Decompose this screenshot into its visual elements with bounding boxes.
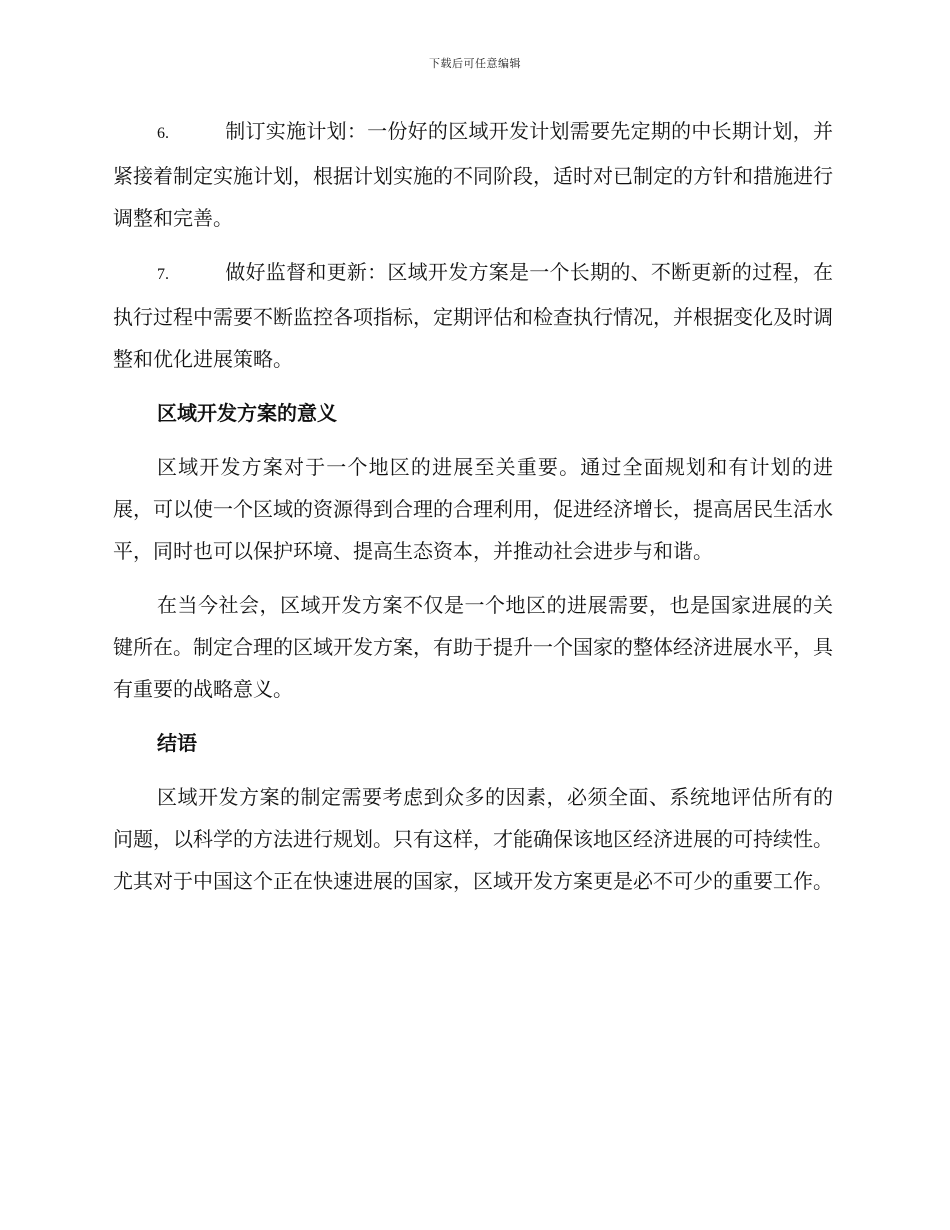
- paragraph: 区域开发方案的制定需要考虑到众多的因素，必须全面、系统地评估所有的问题，以科学的方法进行规划。只有这样，才能确保该地区经济进展的可持续性。尤其对于中国这个正在快速进展的国家，区域开发方案更是必不可少的重要工作。: [113, 785, 833, 893]
- list-item-6: [113, 110, 833, 239]
- section-heading-conclusion: 结语: [157, 731, 197, 755]
- paragraph: 在当今社会，区域开发方案不仅是一个地区的进展需要，也是国家进展的关键所在。制定合理的区域开发方案，有助于提升一个国家的整体经济进展水平，具有重要的战略意义。: [113, 593, 833, 701]
- list-number: 6.: [157, 125, 169, 142]
- section-heading-significance: 区域开发方案的意义: [157, 401, 337, 425]
- list-item-text: 做好监督和更新：区域开发方案是一个长期的、不断更新的过程，在执行过程中需要不断监控各项指标，定期评估和检查执行情况，并根据变化及时调整和优化进展策略。: [113, 260, 833, 371]
- list-number: 7.: [157, 266, 169, 283]
- document-body: [113, 110, 833, 914]
- page-header: 下载后可任意编辑: [429, 57, 521, 70]
- paragraph: 区域开发方案对于一个地区的进展至关重要。通过全面规划和有计划的进展，可以使一个区域的资源得到合理的合理利用，促进经济增长，提高居民生活水平，同时也可以保护环境、提高生态资本，并推动社会进步与和谐。: [113, 455, 833, 563]
- list-item-7: [113, 251, 833, 380]
- list-item-text: 制订实施计划：一份好的区域开发计划需要先定期的中长期计划，并紧接着制定实施计划，根据计划实施的不同阶段，适时对已制定的方针和措施进行调整和完善。: [113, 119, 833, 230]
